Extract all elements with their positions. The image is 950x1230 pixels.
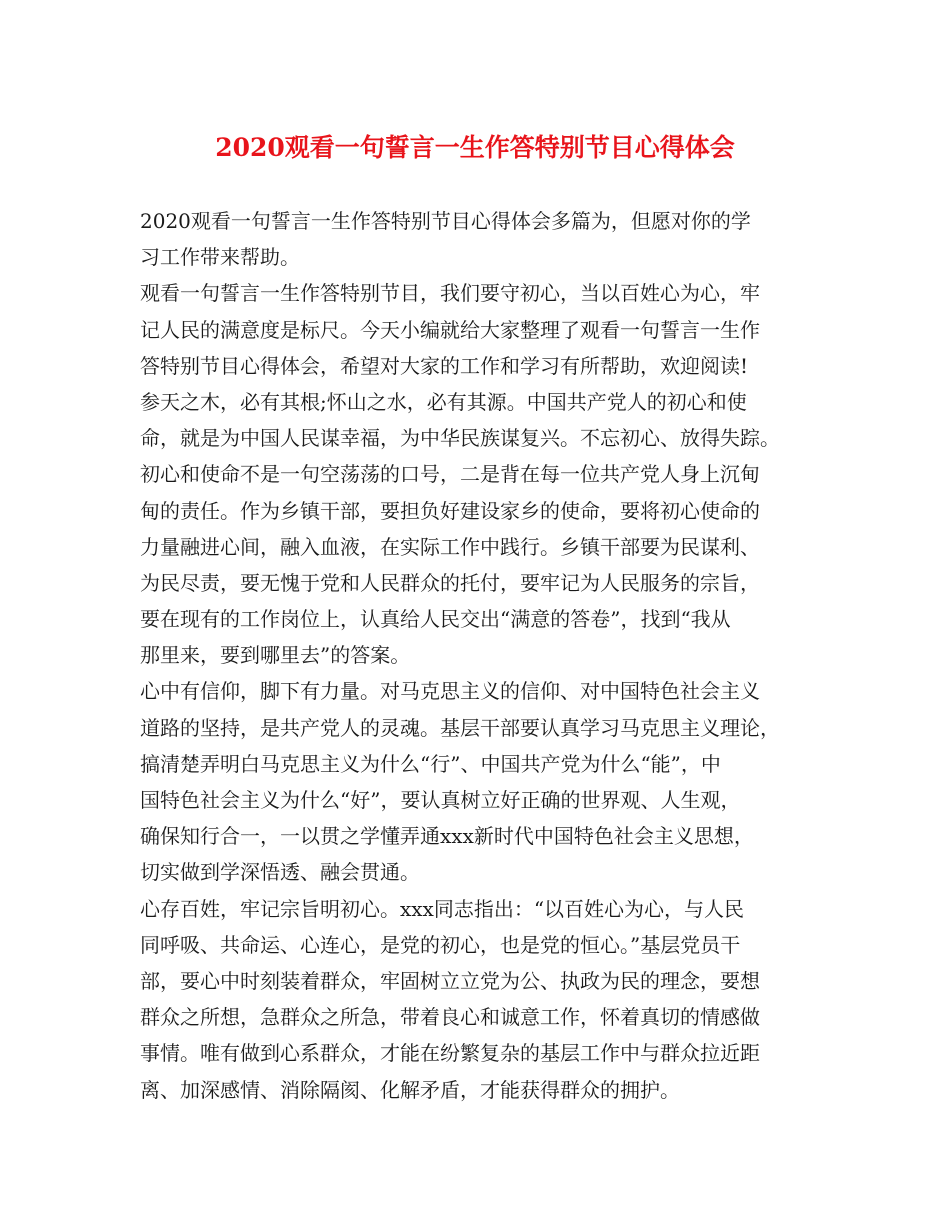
text-line: 心存百姓，牢记宗旨明初心。xxx同志指出：“以百姓心为心，与人民 bbox=[140, 896, 745, 921]
text-line: 同呼吸、共命运、心连心，是党的初心，也是党的恒心。”基层党员干 bbox=[140, 932, 741, 957]
text-line: 部，要心中时刻装着群众，牢固树立立党为公、执政为民的理念，要想 bbox=[140, 968, 760, 993]
text-line: 初心和使命不是一句空荡荡的口号，二是背在每一位共产党人身上沉甸 bbox=[140, 462, 760, 487]
paragraph-4 bbox=[140, 673, 820, 890]
paragraph-2 bbox=[140, 275, 820, 384]
text-line: 力量融进心间，融入血液，在实际工作中践行。乡镇干部要为民谋利、 bbox=[140, 534, 760, 559]
text-line: 观看一句誓言一生作答特别节目，我们要守初心，当以百姓心为心，牢 bbox=[140, 281, 760, 306]
text-line: 那里来，要到哪里去”的答案。 bbox=[140, 643, 411, 668]
text-line: 记人民的满意度是标尺。今天小编就给大家整理了观看一句誓言一生作 bbox=[140, 317, 760, 342]
text-line: 答特别节目心得体会，希望对大家的工作和学习有所帮助，欢迎阅读! bbox=[140, 353, 749, 378]
paragraph-1 bbox=[140, 203, 820, 275]
document-title: 2020观看一句誓言一生作答特别节目心得体会 bbox=[215, 133, 735, 162]
text-line: 参天之木，必有其根;怀山之水，必有其源。中国共产党人的初心和使 bbox=[140, 389, 747, 414]
text-line: 甸的责任。作为乡镇干部，要担负好建设家乡的使命，要将初心使命的 bbox=[140, 498, 760, 523]
text-line: 2020观看一句誓言一生作答特别节目心得体会多篇为，但愿对你的学 bbox=[140, 209, 751, 233]
text-line: 心中有信仰，脚下有力量。对马克思主义的信仰、对中国特色社会主义 bbox=[140, 679, 760, 704]
text-line: 事情。唯有做到心系群众，才能在纷繁复杂的基层工作中与群众拉近距 bbox=[140, 1041, 760, 1066]
text-line: 国特色社会主义为什么“好”，要认真树立好正确的世界观、人生观， bbox=[140, 788, 741, 812]
document-body bbox=[140, 203, 820, 1108]
text-line: 切实做到学深悟透、融会贯通。 bbox=[140, 860, 420, 885]
text-line: 为民尽责，要无愧于党和人民群众的托付，要牢记为人民服务的宗旨， bbox=[140, 570, 760, 595]
paragraph-5 bbox=[140, 891, 820, 1108]
text-line: 确保知行合一，一以贯之学懂弄通xxx新时代中国特色社会主义思想， bbox=[140, 824, 754, 849]
paragraph-3 bbox=[140, 384, 820, 674]
text-line: 群众之所想，急群众之所急，带着良心和诚意工作，怀着真切的情感做 bbox=[140, 1005, 760, 1030]
text-line: 道路的坚持，是共产党人的灵魂。基层干部要认真学习马克思主义理论， bbox=[140, 715, 780, 740]
text-line: 命，就是为中国人民谋幸福，为中华民族谋复兴。不忘初心、放得失踪。 bbox=[140, 426, 780, 451]
text-line: 搞清楚弄明白马克思主义为什么“行”、中国共产党为什么“能”，中 bbox=[140, 751, 721, 776]
text-line: 离、加深感情、消除隔阂、化解矛盾，才能获得群众的拥护。 bbox=[140, 1077, 680, 1102]
text-line: 习工作带来帮助。 bbox=[140, 245, 300, 270]
text-line: 要在现有的工作岗位上，认真给人民交出“满意的答卷”，找到“我从 bbox=[140, 607, 731, 632]
